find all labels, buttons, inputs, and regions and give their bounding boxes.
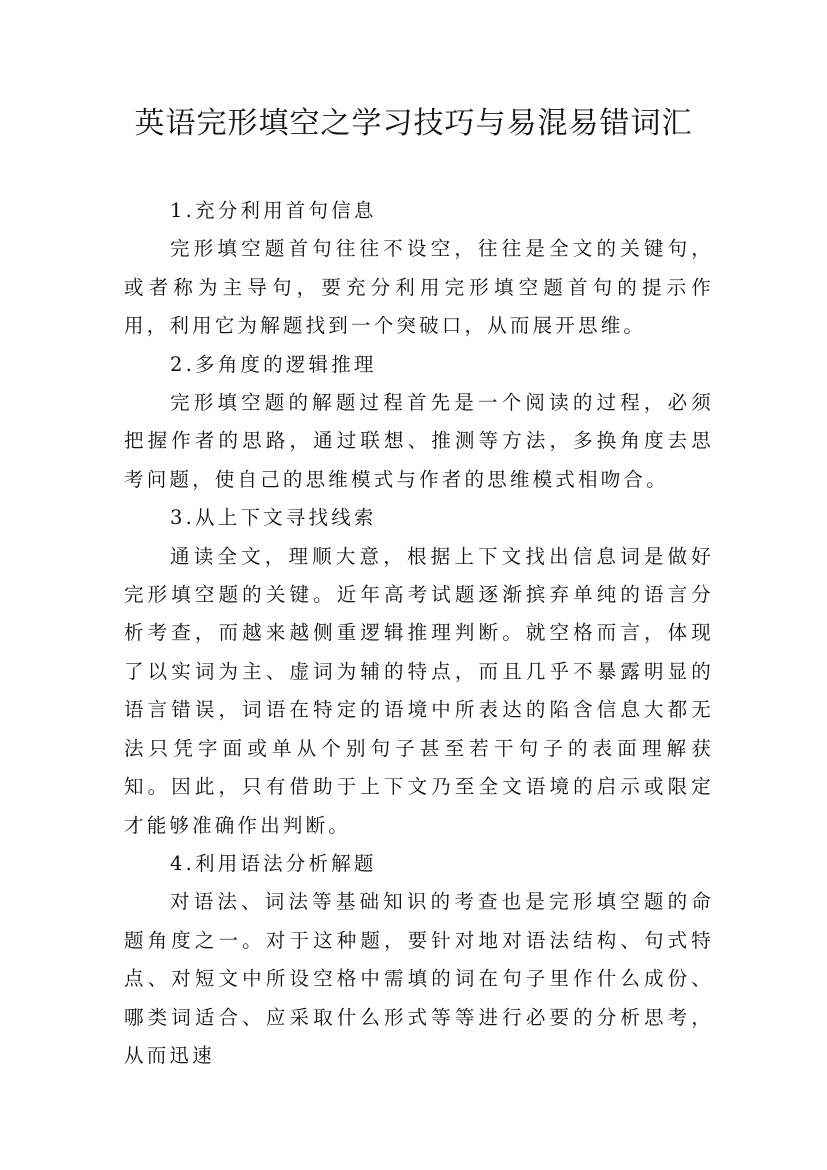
section-4-heading: 4.利用语法分析解题 — [170, 851, 377, 875]
section-1-heading: 1.充分利用首句信息 — [170, 199, 377, 222]
section-4-paragraph: 对语法、词法等基础知识的考查也是完形填空题的命题角度之一。对于这种题，要针对地对语法结构、句式特点、对短文中所设空格中需填的词在句子里作什么成份、哪类词适合、应采取什么形式等等进行必要的分析思考，从而迅速 — [124, 890, 714, 1067]
document-title: 英语完形填空之学习技巧与易混易错词汇 — [134, 106, 693, 141]
section-3-paragraph: 通读全文，理顺大意，根据上下文找出信息词是做好完形填空题的关键。近年高考试题逐渐摈弃单纯的语言分析考查，而越来越侧重逻辑推理判断。就空格而言，体现了以实词为主、虚词为辅的特点，而且几乎不暴露明显的语言错误，词语在特定的语境中所表达的陷含信息大都无法只凭字面或单从个别句子甚至若干句子的表面理解获知。因此，只有借助于上下文乃至全文语境的启示或限定才能够准确作出判断。 — [124, 544, 714, 837]
section-2-paragraph: 完形填空题的解题过程首先是一个阅读的过程，必须把握作者的思路，通过联想、推测等方法，多换角度去思考问题，使自己的思维模式与作者的思维模式相吻合。 — [124, 391, 714, 491]
section-2-heading: 2.多角度的逻辑推理 — [170, 352, 377, 376]
section-3-heading: 3.从上下文寻找线索 — [170, 506, 377, 530]
section-1-paragraph: 完形填空题首句往往不设空，往往是全文的关键句，或者称为主导句，要充分利用完形填空题首句的提示作用，利用它为解题找到一个突破口，从而展开思维。 — [124, 237, 714, 338]
document-body — [124, 192, 714, 1075]
